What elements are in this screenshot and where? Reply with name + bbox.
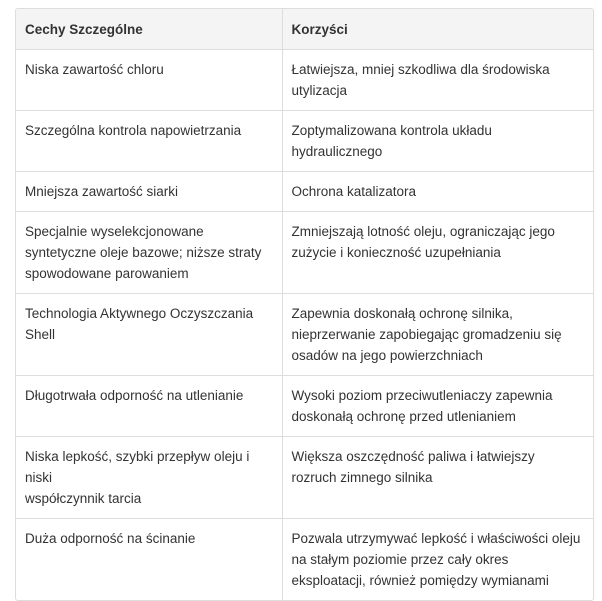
table-row (16, 50, 593, 111)
table-header-row (16, 9, 593, 50)
column-header-benefits: Korzyści (282, 9, 593, 50)
benefit-cell: Zoptymalizowana kontrola układu hydraulicznego (282, 111, 593, 172)
column-header-features: Cechy Szczególne (16, 9, 282, 50)
table-row (16, 437, 593, 519)
table-row (16, 212, 593, 294)
feature-cell: Niska zawartość chloru (16, 50, 282, 111)
feature-cell: Niska lepkość, szybki przepływ oleju i niski współczynnik tarcia (16, 437, 282, 519)
feature-cell: Technologia Aktywnego Oczyszczania Shell (16, 294, 282, 376)
features-benefits-table (16, 9, 593, 600)
benefit-cell: Zmniejszają lotność oleju, ograniczając jego zużycie i konieczność uzupełniania (282, 212, 593, 294)
feature-cell: Szczególna kontrola napowietrzania (16, 111, 282, 172)
benefit-cell: Większa oszczędność paliwa i łatwiejszy rozruch zimnego silnika (282, 437, 593, 519)
table-row (16, 111, 593, 172)
benefit-cell: Łatwiejsza, mniej szkodliwa dla środowiska utylizacja (282, 50, 593, 111)
features-benefits-table-container (15, 8, 594, 601)
table-row (16, 376, 593, 437)
feature-cell: Długotrwała odporność na utlenianie (16, 376, 282, 437)
table-row (16, 172, 593, 212)
table-row (16, 294, 593, 376)
benefit-cell: Pozwala utrzymywać lepkość i właściwości oleju na stałym poziomie przez cały okres eksploatacji, również pomiędzy wymianami (282, 519, 593, 601)
feature-cell: Duża odporność na ścinanie (25, 531, 196, 546)
feature-cell: Specjalnie wyselekcjonowane syntetyczne oleje bazowe; niższe straty spowodowane parowaniem (16, 212, 282, 294)
benefit-cell: Wysoki poziom przeciwutleniaczy zapewnia doskonałą ochronę przed utlenianiem (282, 376, 593, 437)
benefit-cell: Zapewnia doskonałą ochronę silnika, nieprzerwanie zapobiegając gromadzeniu się osadów na jego powierzchniach (282, 294, 593, 376)
table-row (16, 519, 593, 601)
benefit-cell: Ochrona katalizatora (282, 172, 593, 212)
feature-cell: Mniejsza zawartość siarki (16, 172, 282, 212)
